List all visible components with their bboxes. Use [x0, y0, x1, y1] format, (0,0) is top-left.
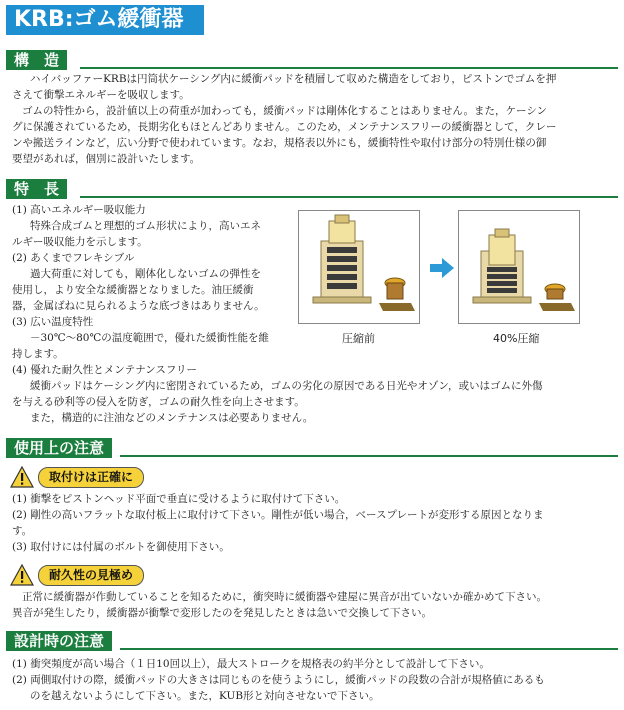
feature-text: 緩衝パッドはケーシング内に密閉されているため，ゴムの劣化の原因である日光やオゾン，或いはゴムに外傷 — [30, 380, 543, 392]
section-usage-heading: 使用上の注意 — [6, 438, 112, 458]
warning-triangle-icon — [10, 564, 34, 586]
design-line: のを越えないようにして下さい。また，KUB形と対向させないで下さい。 — [30, 690, 380, 702]
arrow-right-icon — [430, 258, 454, 278]
section-rule — [120, 455, 618, 457]
section-rule — [120, 648, 618, 650]
usage-line: (3) 取付けには付属のボルトを御使用下さい。 — [12, 541, 230, 553]
caption-before: 圧縮前 — [342, 332, 375, 345]
section-features-heading: 特 長 — [6, 179, 67, 199]
structure-line: さえて衝撃エネルギーを吸収します。 — [12, 89, 190, 101]
design-line: (2) 両側取付けの際，緩衝パッドの大きさは同じものを使うようにし，緩衝パッドの段数の合計が規格値にあるも — [12, 674, 545, 686]
design-line: (1) 衝突頻度が高い場合（１日10回以上），最大ストロークを規格表の約半分として設計して下さい。 — [12, 658, 490, 670]
section-rule — [80, 196, 618, 198]
feature-text: 器，金属ばねに見られるような底づきはありません。 — [12, 300, 265, 312]
feature-text: ルギー吸収能力を示します。 — [12, 236, 148, 248]
feature-item: (3) 広い温度特性 — [12, 316, 94, 328]
usage-line: す。 — [12, 525, 33, 537]
structure-line: グに保護されているため，長期劣化もほとんどありません。このため，メンテナンスフリーの緩衝器として，クレー — [12, 121, 557, 133]
figure-after-compression — [458, 210, 580, 324]
feature-item: (4) 優れた耐久性とメンテナンスフリー — [12, 364, 197, 376]
feature-text: 過大荷重に対しても，剛体化しないゴムの弾性を — [30, 268, 261, 280]
warning-durability — [10, 564, 144, 586]
feature-text: また，構造的に注油などのメンテナンスは必要ありません。 — [30, 412, 314, 424]
usage-line: 正常に緩衝器が作動していることを知るために，衝突時に緩衝器や建屋に異音が出ていないか確かめて下さい。 — [22, 591, 547, 603]
usage-line: (1) 衝撃をピストンヘッド平面で垂直に受けるように取付けて下さい。 — [12, 493, 346, 505]
feature-text: 使用し，より安全な緩衝器となりました。油圧緩衝 — [12, 284, 254, 296]
feature-text: 特殊合成ゴムと理想的ゴム形状により，高いエネ — [30, 220, 261, 232]
figure-before-compression — [298, 210, 420, 324]
caption-after: 40%圧縮 — [493, 332, 540, 345]
section-design-heading: 設計時の注意 — [6, 631, 112, 651]
usage-line: 異音が発生したり，緩衝器が衝撃で変形したのを発見したときは急いで交換して下さい。 — [12, 607, 432, 619]
page-title: KRB:ゴム緩衝器 — [6, 5, 204, 35]
structure-line: ンや搬送ラインなど，広い分野で使われています。なお，規格表以外にも，緩衝特性や取付け部分の特別仕様の御 — [12, 137, 547, 149]
usage-line: (2) 剛性の高いフラットな取付板上に取付けて下さい。剛性が低い場合，ベースプレートが変形する原因となりま — [12, 509, 544, 521]
warning-mounting — [10, 466, 144, 488]
warning-label: 耐久性の見極め — [38, 565, 144, 586]
feature-text: を与える砂利等の侵入を防ぎ，ゴムの耐久性を向上させます。 — [12, 396, 305, 408]
structure-line: 要望があれば，個別に設計いたします。 — [12, 153, 201, 165]
feature-item: (1) 高いエネルギー吸収能力 — [12, 204, 146, 216]
structure-line: ハイバッファーKRBは円筒状ケーシング内に緩衝パッドを積層して収めた構造をしており，ピストンでゴムを押 — [30, 73, 557, 85]
feature-text: 持します。 — [12, 348, 64, 360]
section-structure-heading: 構 造 — [6, 50, 67, 70]
section-rule — [80, 67, 618, 69]
feature-item: (2) あくまでフレキシブル — [12, 252, 135, 264]
feature-text: －30℃～80℃の温度範囲で，優れた緩衝性能を維 — [30, 332, 270, 344]
warning-triangle-icon — [10, 466, 34, 488]
structure-line: ゴムの特性から，設計値以上の荷重が加わっても，緩衝パッドは剛体化することはありません。また，ケーシン — [22, 105, 548, 117]
warning-label: 取付けは正確に — [38, 467, 144, 488]
